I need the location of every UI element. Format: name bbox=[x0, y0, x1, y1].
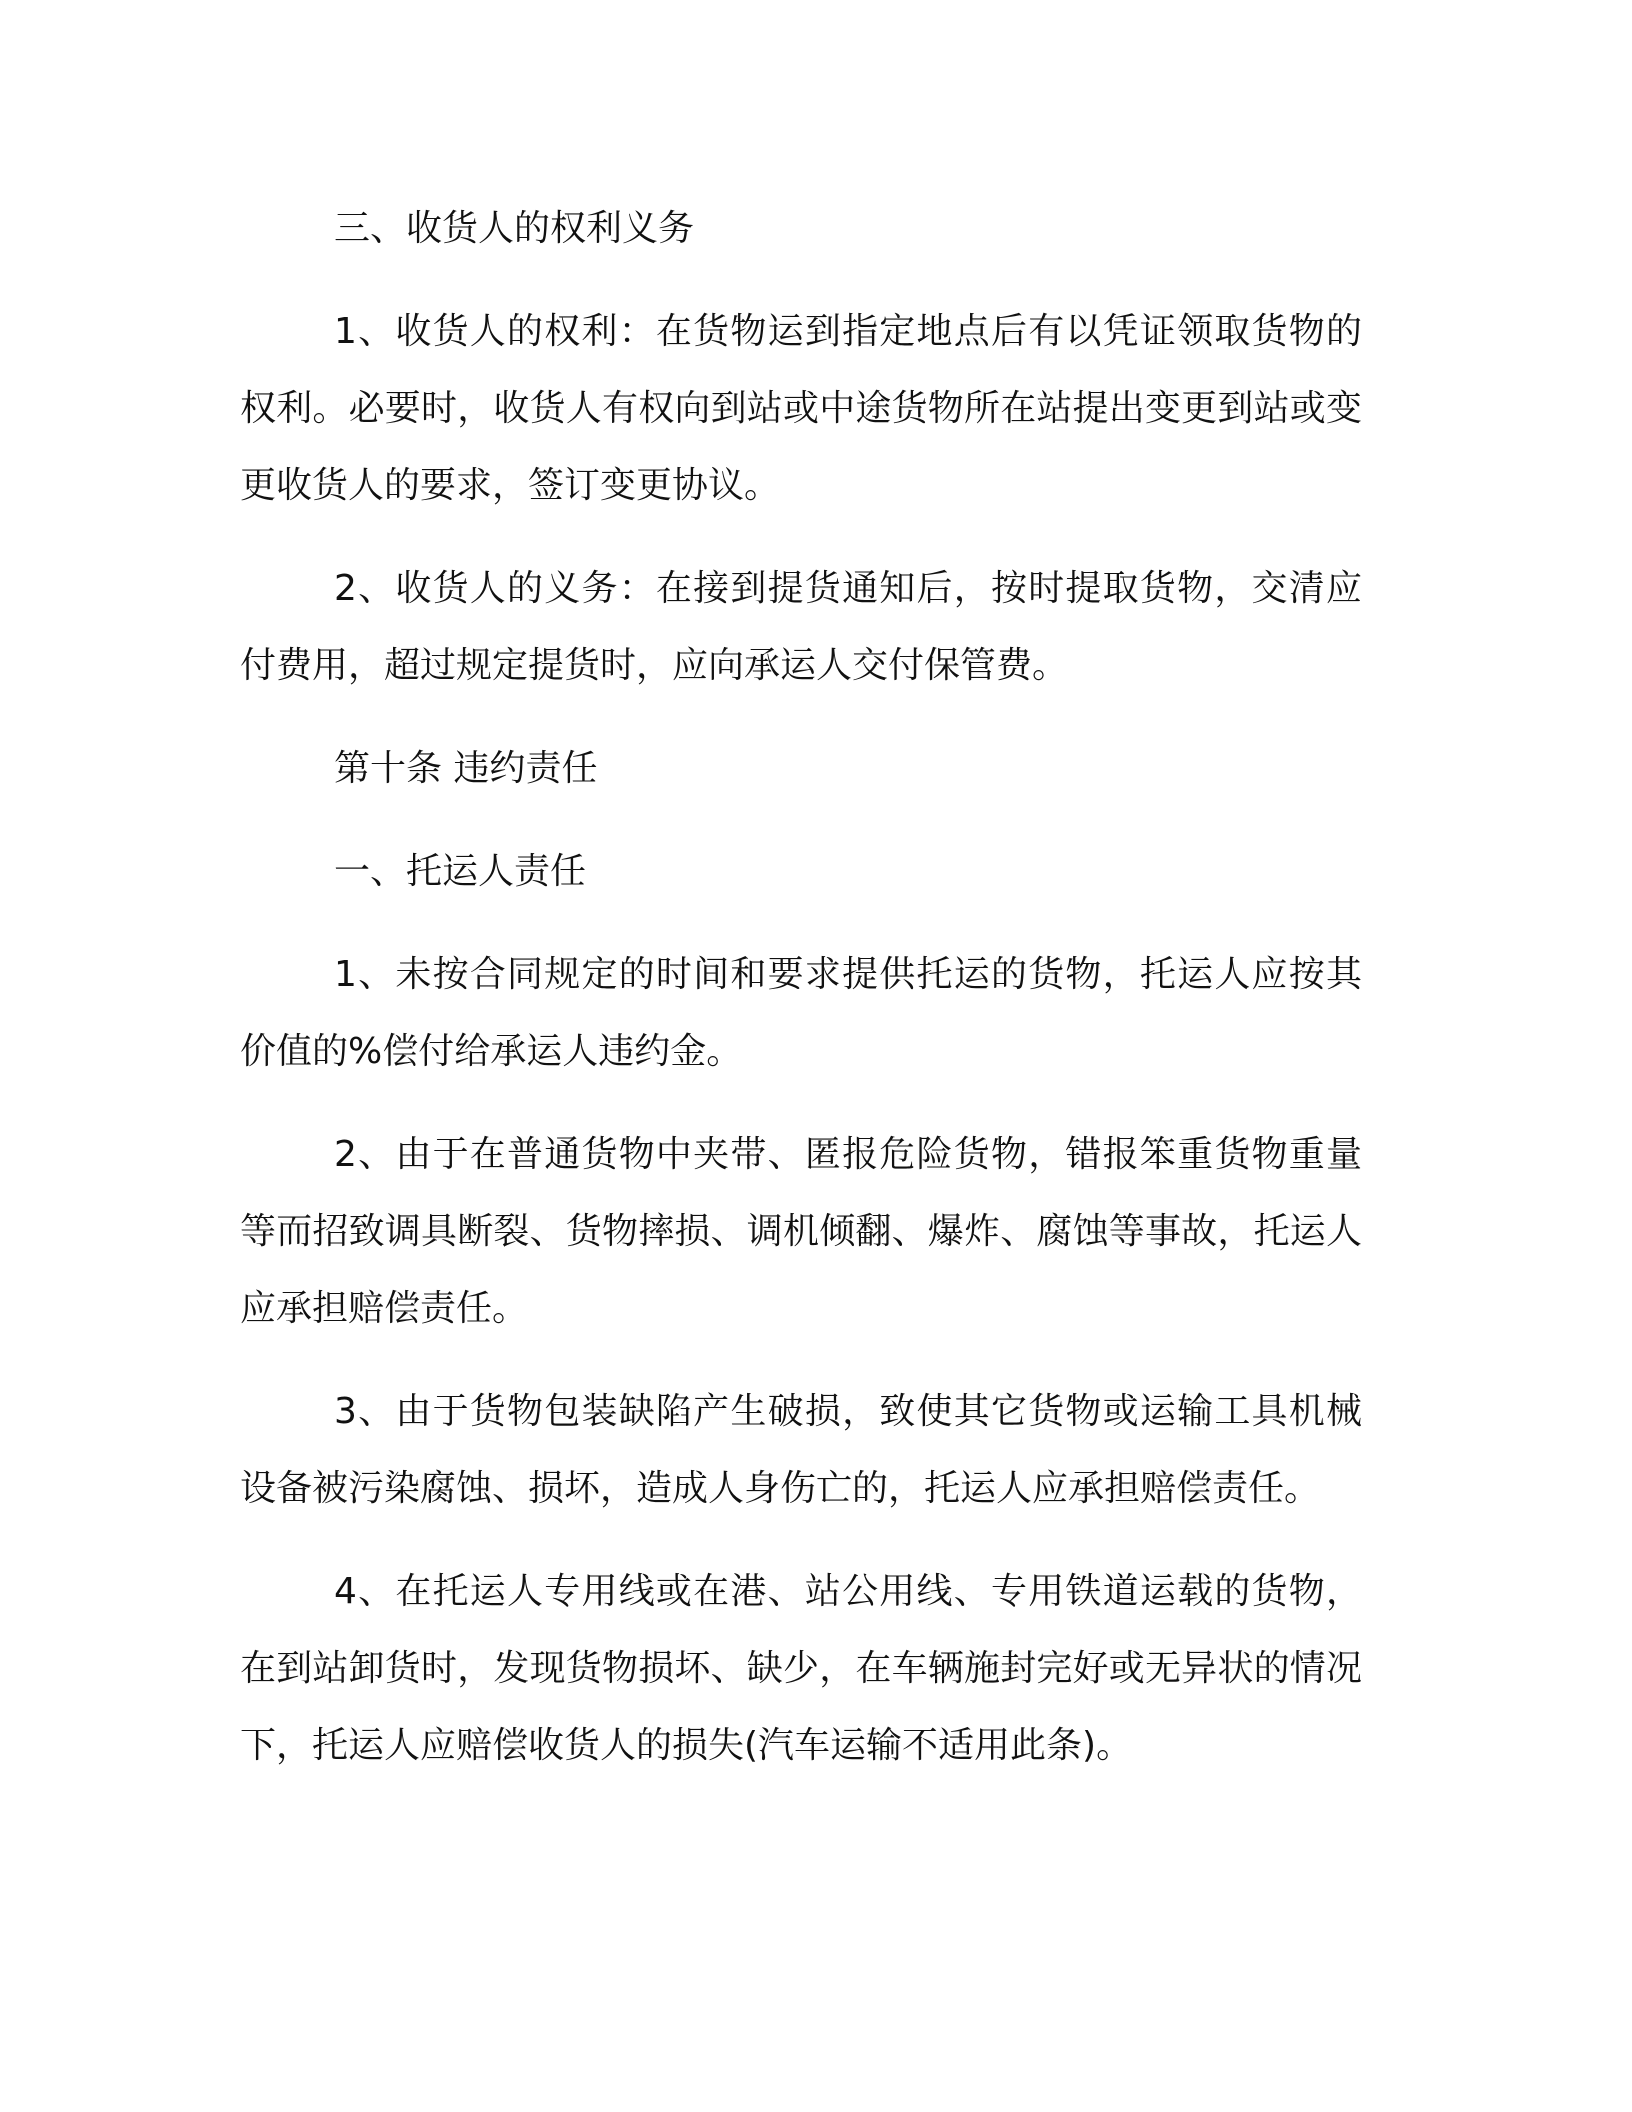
section-heading-consignee-rights: 三、收货人的权利义务 bbox=[334, 208, 695, 249]
paragraph-consignee-obligations: 2、收货人的义务：在接到提货通知后，按时提取货物，交清应付费用，超过规定提货时，应向承运人交付保管费。 bbox=[240, 568, 1362, 686]
paragraph-liability-4: 4、在托运人专用线或在港、站公用线、专用铁道运载的货物，在到站卸货时，发现货物损坏、缺少，在车辆施封完好或无异状的情况下，托运人应赔偿收货人的损失(汽车运输不适用此条)。 bbox=[240, 1571, 1362, 1766]
document-body bbox=[240, 190, 1362, 1810]
paragraph-liability-2: 2、由于在普通货物中夹带、匿报危险货物，错报笨重货物重量等而招致调具断裂、货物摔损、调机倾翻、爆炸、腐蚀等事故，托运人应承担赔偿责任。 bbox=[240, 1134, 1362, 1329]
paragraph-consignee-rights: 1、收货人的权利：在货物运到指定地点后有以凭证领取货物的权利。必要时，收货人有权向到站或中途货物所在站提出变更到站或变更收货人的要求，签订变更协议。 bbox=[240, 311, 1362, 506]
paragraph-liability-3: 3、由于货物包装缺陷产生破损，致使其它货物或运输工具机械设备被污染腐蚀、损坏，造成人身伤亡的，托运人应承担赔偿责任。 bbox=[240, 1391, 1362, 1509]
article-heading-liability: 第十条 违约责任 bbox=[334, 748, 598, 789]
section-heading-shipper-liability: 一、托运人责任 bbox=[334, 851, 587, 892]
paragraph-liability-1: 1、未按合同规定的时间和要求提供托运的货物，托运人应按其价值的%偿付给承运人违约金。 bbox=[240, 954, 1362, 1072]
